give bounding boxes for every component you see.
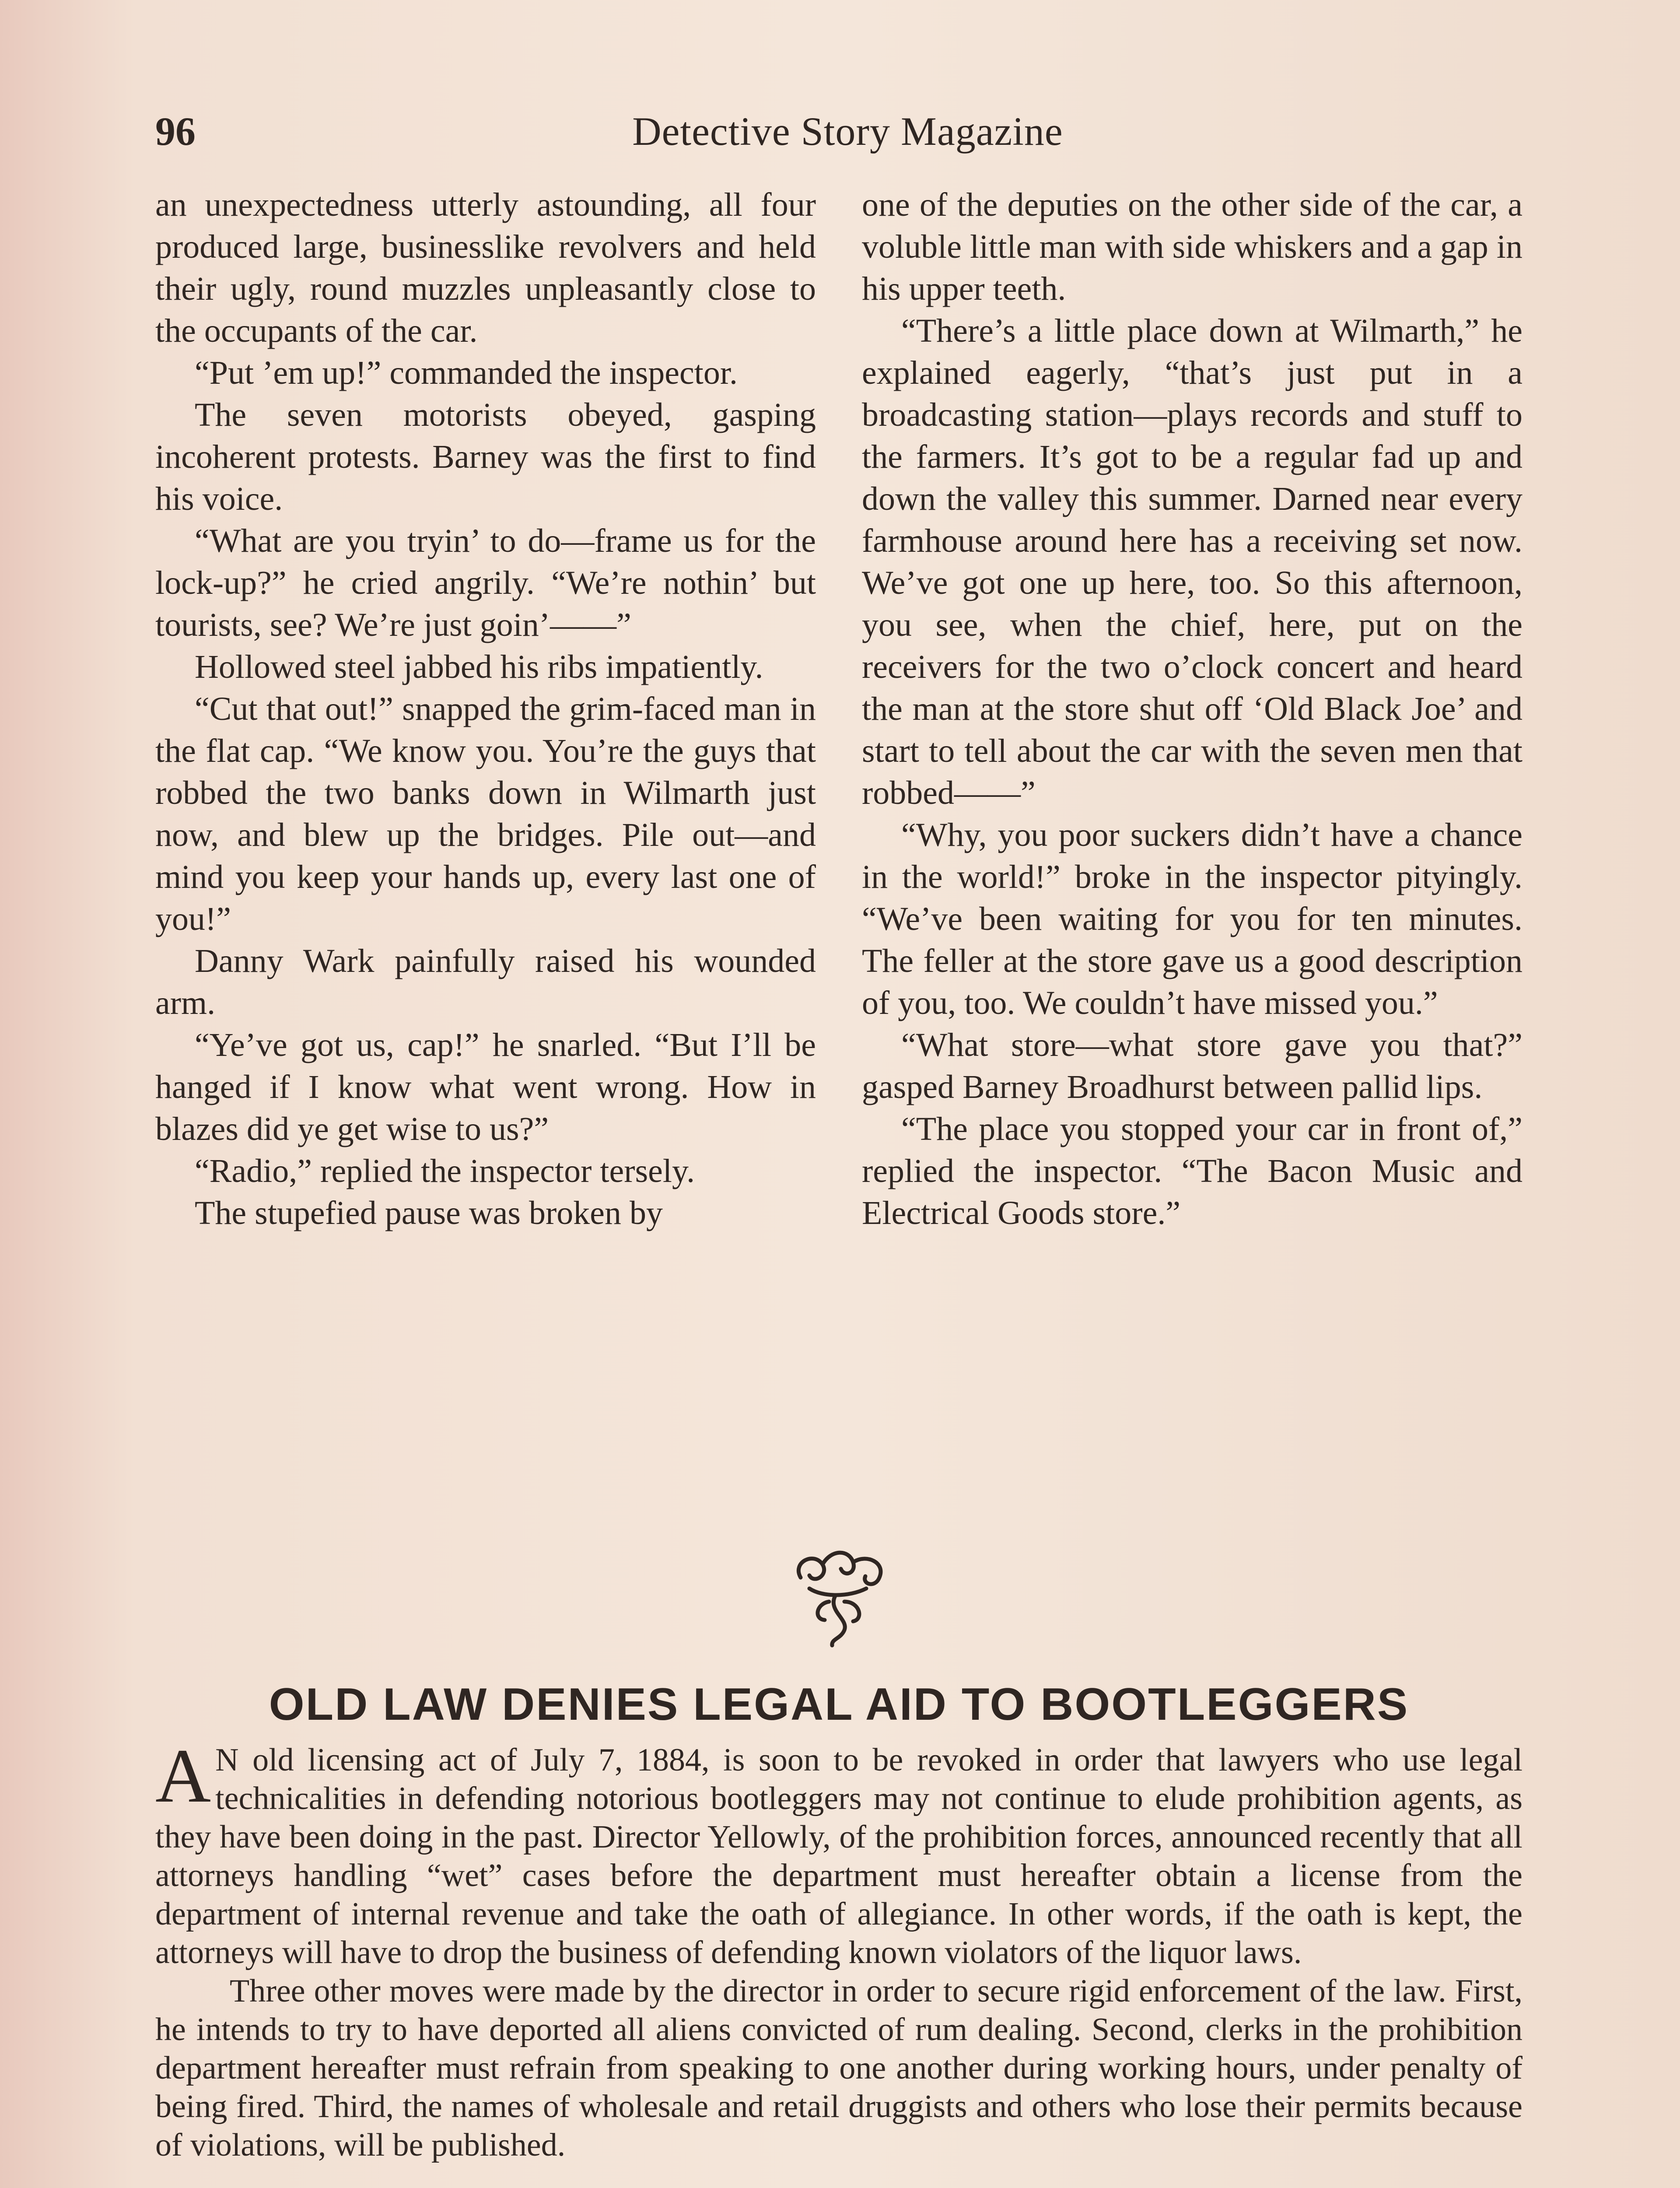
paragraph: “What store—what store gave you that?” gasped Barney Broadhurst between pallid lips. — [862, 1027, 1522, 1105]
article-paragraph: Three other moves were made by the director in order to secure rigid enforcement of the law. First, he intends to try to have deported all aliens convicted of rum dealing. Second, clerks in the prohibition department hereafter must refrain from speaking to one another during working hours, under penalty of being fired. Third, the names of wholesale and retail druggists and others who lose their permits because of violations, will be published. — [155, 1973, 1522, 2163]
article-paragraph — [155, 1733, 1522, 1972]
paragraph: The seven motorists obeyed, gasping incoherent protests. Barney was the first to find his voice. — [155, 396, 816, 517]
article-paragraph-text: N old licensing act of July 7, 1884, is soon to be revoked in order that lawyers who use legal technicalities in defending notorious bootleggers may not continue to elude prohibition agents, as they have been doing in the past. Director Yellowly, of the prohibition forces, announced recently that all attorneys handling “wet” cases before the department must hereafter obtain a license from the department of internal revenue and take the oath of allegiance. In other words, if the oath is kept, the attorneys will have to drop the business of defending known violators of the liquor laws. — [155, 1742, 1522, 1971]
paragraph: “Radio,” replied the inspector tersely. — [195, 1153, 695, 1189]
paragraph: “There’s a little place down at Wilmarth,” he explained eagerly, “that’s just put in a broadcasting station—plays records and stuff to the farmers. It’s got to be a regular fad up and down the valley this summer. Darned near every farmhouse around here has a receiving set now. We’ve got one up here, too. So this afternoon, you see, when the chief, here, put on the receivers for the two o’clock concert and heard the man at the store shut off ‘Old Black Joe’ and start to tell about the car with the seven men that robbed——” — [862, 312, 1522, 811]
paragraph: The stupefied pause was broken by — [195, 1195, 663, 1231]
article-title: OLD LAW DENIES LEGAL AID TO BOOTLEGGERS — [269, 1679, 1409, 1730]
news-article — [155, 1676, 1522, 2164]
decorative-fleuron-icon — [783, 1536, 897, 1650]
paragraph: “Put ’em up!” commanded the inspector. — [195, 354, 738, 391]
page-number: 96 — [155, 109, 196, 154]
paragraph: “Ye’ve got us, cap!” he snarled. “But I’ll be hanged if I know what went wrong. How in blazes did ye get wise to us?” — [155, 1027, 816, 1147]
right-column — [862, 184, 1522, 1234]
story-columns — [155, 184, 1522, 1497]
paragraph: Hollowed steel jabbed his ribs impatiently. — [195, 649, 763, 685]
paragraph: “The place you stopped your car in front of,” replied the inspector. “The Bacon Music and Electrical Goods store.” — [862, 1111, 1522, 1231]
left-column — [155, 184, 816, 1234]
paragraph: an unexpectedness utterly astounding, all four produced large, businesslike revolvers and held their ugly, round muzzles unpleasantly close to the occupants of the car. — [155, 186, 816, 349]
paragraph: “What are you tryin’ to do—frame us for the lock-up?” he cried angrily. “We’re nothin’ but tourists, see? We’re just goin’——” — [155, 522, 816, 643]
paragraph: one of the deputies on the other side of the car, a voluble little man with side whiskers and a gap in his upper teeth. — [862, 186, 1522, 307]
page-header — [155, 105, 1540, 158]
article-body — [155, 1733, 1522, 2164]
paragraph: Danny Wark painfully raised his wounded arm. — [155, 943, 816, 1021]
paragraph: “Cut that out!” snapped the grim-faced man in the flat cap. “We know you. You’re the guys that robbed the two banks down in Wilmarth just now, and blew up the bridges. Pile out—and mind you keep your hands up, every last one of you!” — [155, 691, 816, 937]
paragraph: “Why, you poor suckers didn’t have a chance in the world!” broke in the inspector pityingly. “We’ve been waiting for you for ten minutes. The feller at the store gave us a good description of you, too. We couldn’t have missed you.” — [862, 817, 1522, 1021]
drop-cap: A — [155, 1733, 211, 1819]
running-title: Detective Story Magazine — [632, 109, 1063, 154]
